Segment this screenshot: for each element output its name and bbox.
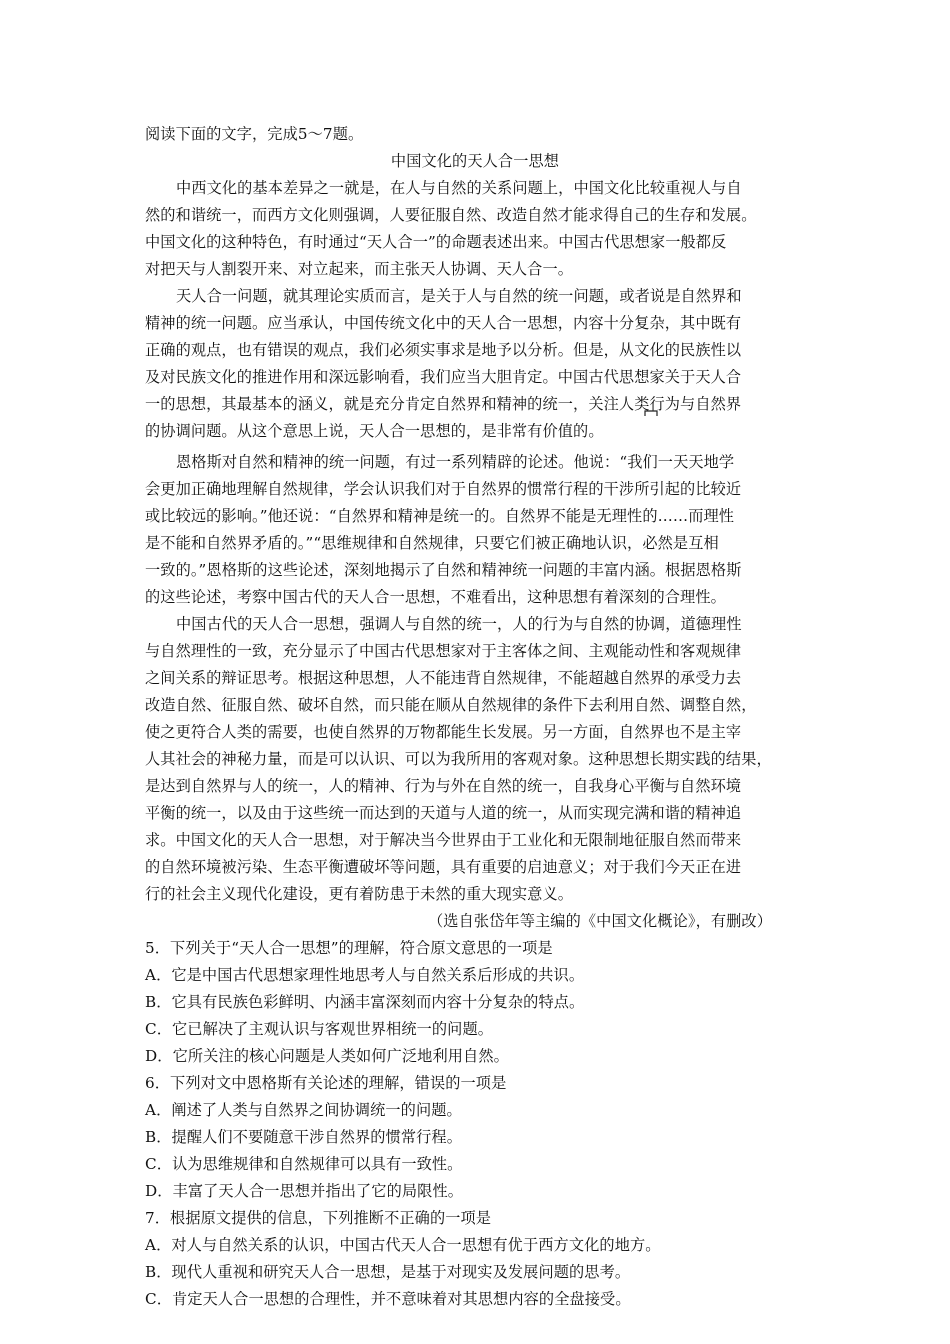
text-line: 是达到自然界与人的统一，人的精神、行为与外在自然的统一，自我身心平衡与自然环境: [145, 777, 742, 795]
question-stem: 5．下列关于“天人合一思想”的理解，符合原文意思的一项是: [145, 939, 553, 957]
text-line: 使之更符合人类的需要，也使自然界的万物都能生长发展。另一方面，自然界也不是主宰: [145, 723, 742, 741]
text-line: 一的思想，其最基本的涵义，就是充分肯定自然界和精神的统一，关注人类行为与自然界: [145, 395, 742, 413]
text-line: 人其社会的神秘力量，而是可以认识、可以为我所用的客观对象。这种思想长期实践的结果，: [145, 750, 772, 768]
text-line: 或比较远的影响。”他还说：“自然界和精神是统一的。自然界不能是无理性的……而理性: [145, 507, 735, 525]
text-line: 精神的统一问题。应当承认，中国传统文化中的天人合一思想，内容十分复杂，其中既有: [145, 314, 742, 332]
text-line: 改造自然、征服自然、破坏自然，而只能在顺从自然规律的条件下去利用自然、调整自然，: [145, 696, 757, 714]
text-line: 行的社会主义现代化建设，更有着防患于未然的重大现实意义。: [145, 885, 574, 903]
text-line: 会更加正确地理解自然规律，学会认识我们对于自然界的惯常行程的干涉所引起的比较近: [145, 480, 742, 498]
option-d: D．丰富了天人合一思想并指出了它的局限性。: [145, 1182, 464, 1200]
text-line: 天人合一问题，就其理论实质而言，是关于人与自然的统一问题，或者说是自然界和: [176, 287, 742, 305]
text-line: 平衡的统一，以及由于这些统一而达到的天道与人道的统一，从而实现完满和谐的精神追: [145, 804, 742, 822]
option-c: C．肯定天人合一思想的合理性，并不意味着对其思想内容的全盘接受。: [145, 1290, 631, 1308]
text-line: 的协调问题。从这个意思上说，天人合一思想的，是非常有价值的。: [145, 422, 604, 440]
text-line: 之间关系的辩证思考。根据这种思想，人不能违背自然规律，不能超越自然界的承受力去: [145, 669, 742, 687]
option-c: C．它已解决了主观认识与客观世界相统一的问题。: [145, 1020, 494, 1038]
stray-mark-icon: [644, 409, 658, 417]
text-line: 正确的观点，也有错误的观点，我们必须实事求是地予以分析。但是，从文化的民族性以: [145, 341, 742, 359]
text-line: 的这些论述，考察中国古代的天人合一思想，不难看出，这种思想有着深刻的合理性。: [145, 588, 726, 606]
option-d: D．它所关注的核心问题是人类如何广泛地利用自然。: [145, 1047, 509, 1065]
question-stem: 7．根据原文提供的信息，下列推断不正确的一项是: [145, 1209, 492, 1227]
text-line: 中国古代的天人合一思想，强调人与自然的统一，人的行为与自然的协调，道德理性: [176, 615, 742, 633]
text-line: 与自然理性的一致，充分显示了中国古代思想家对于主客体之间、主观能动性和客观规律: [145, 642, 742, 660]
option-a: A．阐述了人类与自然界之间协调统一的问题。: [145, 1101, 462, 1119]
text-line: 恩格斯对自然和精神的统一问题，有过一系列精辟的论述。他说：“我们一天天地学: [176, 453, 735, 471]
article-title: 中国文化的天人合一思想: [390, 152, 560, 170]
option-b: B．现代人重视和研究天人合一思想，是基于对现实及发展问题的思考。: [145, 1263, 631, 1281]
text-line: 然的和谐统一，而西方文化则强调，人要征服自然、改造自然才能求得自己的生存和发展。: [145, 206, 757, 224]
question-stem: 6．下列对文中恩格斯有关论述的理解，错误的一项是: [145, 1074, 507, 1092]
text-line: 中西文化的基本差异之一就是，在人与自然的关系问题上，中国文化比较重视人与自: [176, 179, 742, 197]
option-c: C．认为思维规律和自然规律可以具有一致性。: [145, 1155, 463, 1173]
text-line: 对把天与人割裂开来、对立起来，而主张天人协调、天人合一。: [145, 260, 574, 278]
option-a: A．对人与自然关系的认识，中国古代天人合一思想有优于西方文化的地方。: [145, 1236, 661, 1254]
option-b: B．它具有民族色彩鲜明、内涵丰富深刻而内容十分复杂的特点。: [145, 993, 585, 1011]
text-line: 是不能和自然界矛盾的。”“思维规律和自然规律，只要它们被正确地认识，必然是互相: [145, 534, 719, 552]
text-line: 中国文化的这种特色，有时通过“天人合一”的命题表述出来。中国古代思想家一般都反: [145, 233, 727, 251]
text-line: 一致的。”恩格斯的这些论述，深刻地揭示了自然和精神统一问题的丰富内涵。根据恩格斯: [145, 561, 742, 579]
option-b: B．提醒人们不要随意干涉自然界的惯常行程。: [145, 1128, 463, 1146]
text-line: 及对民族文化的推进作用和深远影响看，我们应当大胆肯定。中国古代思想家关于天人合: [145, 368, 742, 386]
source-citation: （选自张岱年等主编的《中国文化概论》，有删改）: [428, 912, 773, 930]
reading-instruction: 阅读下面的文字，完成5～7题。: [145, 125, 364, 143]
text-line: 求。中国文化的天人合一思想，对于解决当今世界由于工业化和无限制地征服自然而带来: [145, 831, 742, 849]
option-a: A．它是中国古代思想家理性地思考人与自然关系后形成的共识。: [145, 966, 585, 984]
text-line: 的自然环境被污染、生态平衡遭破坏等问题，具有重要的启迪意义；对于我们今天正在进: [145, 858, 742, 876]
